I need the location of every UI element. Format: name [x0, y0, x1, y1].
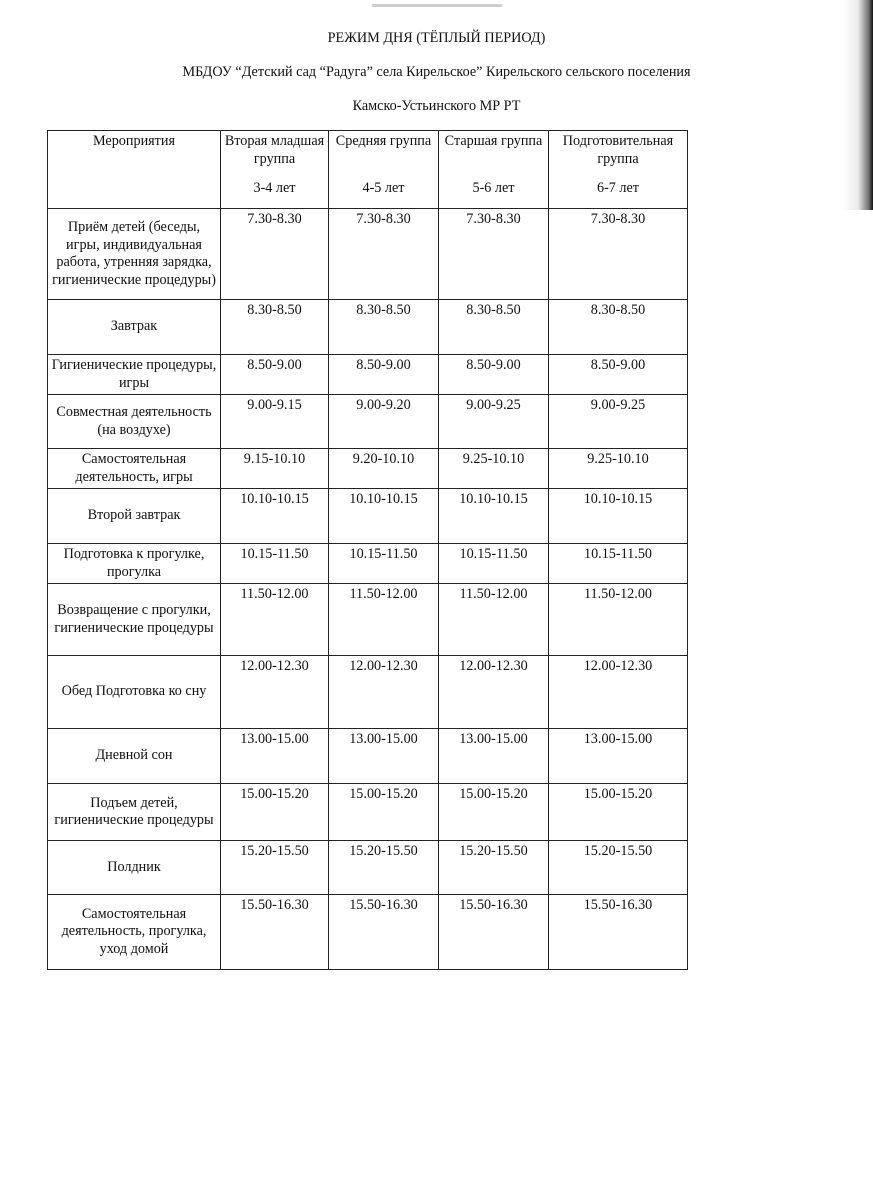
activity-cell: Гигиенические процедуры, игры — [48, 355, 221, 395]
time-cell: 15.00-15.20 — [439, 784, 549, 841]
time-cell: 7.30-8.30 — [329, 209, 439, 300]
time-cell: 15.50-16.30 — [329, 895, 439, 970]
time-cell: 9.25-10.10 — [549, 449, 688, 489]
group-name: Подготовительная группа — [562, 133, 674, 167]
time-cell: 9.00-9.25 — [549, 395, 688, 449]
activity-cell: Возвращение с прогулки, гигиенические процедуры — [48, 584, 221, 656]
time-cell: 11.50-12.00 — [549, 584, 688, 656]
table-row — [48, 584, 688, 656]
document-subtitle: МБДОУ “Детский сад “Радуга” села Кирельское” Кирельского сельского поселения — [182, 64, 691, 80]
time-cell: 8.50-9.00 — [329, 355, 439, 395]
table-row — [48, 489, 688, 544]
table-row — [48, 729, 688, 784]
time-cell: 11.50-12.00 — [329, 584, 439, 656]
time-cell: 9.00-9.15 — [221, 395, 329, 449]
time-cell: 12.00-12.30 — [439, 656, 549, 729]
activity-cell: Подъем детей, гигиенические процедуры — [48, 784, 221, 841]
time-cell: 7.30-8.30 — [439, 209, 549, 300]
time-cell: 8.30-8.50 — [221, 300, 329, 355]
header-activities: Мероприятия — [48, 131, 221, 209]
time-cell: 10.10-10.15 — [329, 489, 439, 544]
time-cell: 8.50-9.00 — [439, 355, 549, 395]
time-cell: 15.00-15.20 — [221, 784, 329, 841]
time-cell: 10.10-10.15 — [549, 489, 688, 544]
document-region: Камско-Устьинского МР РТ — [352, 98, 521, 114]
group-ages: 4-5 лет — [362, 179, 405, 196]
table-row — [48, 841, 688, 895]
table-row — [48, 300, 688, 355]
time-cell: 15.50-16.30 — [439, 895, 549, 970]
table-header-row — [48, 131, 688, 209]
time-cell: 8.30-8.50 — [439, 300, 549, 355]
daily-schedule-table — [47, 130, 688, 970]
time-cell: 9.20-10.10 — [329, 449, 439, 489]
time-cell: 13.00-15.00 — [549, 729, 688, 784]
group-ages: 6-7 лет — [596, 179, 640, 196]
time-cell: 8.30-8.50 — [549, 300, 688, 355]
time-cell: 12.00-12.30 — [549, 656, 688, 729]
group-name: Старшая группа — [444, 133, 543, 149]
table-row — [48, 395, 688, 449]
time-cell: 10.10-10.15 — [221, 489, 329, 544]
time-cell: 15.20-15.50 — [439, 841, 549, 895]
time-cell: 8.50-9.00 — [221, 355, 329, 395]
table-row — [48, 355, 688, 395]
activity-cell: Завтрак — [48, 300, 221, 355]
time-cell: 10.15-11.50 — [329, 544, 439, 584]
time-cell: 12.00-12.30 — [329, 656, 439, 729]
time-cell: 13.00-15.00 — [221, 729, 329, 784]
time-cell: 9.00-9.20 — [329, 395, 439, 449]
time-cell: 10.10-10.15 — [439, 489, 549, 544]
group-name: Средняя группа — [335, 133, 432, 149]
time-cell: 15.00-15.20 — [549, 784, 688, 841]
time-cell: 8.30-8.50 — [329, 300, 439, 355]
time-cell: 10.15-11.50 — [549, 544, 688, 584]
time-cell: 10.15-11.50 — [221, 544, 329, 584]
time-cell: 15.00-15.20 — [329, 784, 439, 841]
group-ages: 5-6 лет — [472, 179, 515, 196]
document-title: РЕЖИМ ДНЯ (ТЁПЛЫЙ ПЕРИОД) — [327, 30, 546, 46]
header-group-senior — [439, 131, 549, 209]
activity-cell: Обед Подготовка ко сну — [48, 656, 221, 729]
table-row — [48, 544, 688, 584]
table-row — [48, 895, 688, 970]
time-cell: 9.25-10.10 — [439, 449, 549, 489]
time-cell: 10.15-11.50 — [439, 544, 549, 584]
table-row — [48, 209, 688, 300]
time-cell: 9.00-9.25 — [439, 395, 549, 449]
header-group-junior-2 — [221, 131, 329, 209]
time-cell: 15.50-16.30 — [549, 895, 688, 970]
header-group-middle — [329, 131, 439, 209]
time-cell: 15.20-15.50 — [549, 841, 688, 895]
activity-cell: Самостоятельная деятельность, игры — [48, 449, 221, 489]
time-cell: 11.50-12.00 — [439, 584, 549, 656]
group-name: Вторая младшая группа — [224, 133, 325, 167]
time-cell: 13.00-15.00 — [439, 729, 549, 784]
time-cell: 8.50-9.00 — [549, 355, 688, 395]
activity-cell: Полдник — [48, 841, 221, 895]
activity-cell: Подготовка к прогулке, прогулка — [48, 544, 221, 584]
activity-cell: Приём детей (беседы, игры, индивидуальная работа, утренняя зарядка, гигиенические процедуры) — [48, 209, 221, 300]
time-cell: 12.00-12.30 — [221, 656, 329, 729]
activity-cell: Дневной сон — [48, 729, 221, 784]
time-cell: 7.30-8.30 — [221, 209, 329, 300]
time-cell: 13.00-15.00 — [329, 729, 439, 784]
activity-cell: Второй завтрак — [48, 489, 221, 544]
scan-artifact — [372, 4, 502, 7]
header-group-preparatory — [549, 131, 688, 209]
activity-cell: Самостоятельная деятельность, прогулка, уход домой — [48, 895, 221, 970]
activity-cell: Совместная деятельность (на воздухе) — [48, 395, 221, 449]
table-row — [48, 656, 688, 729]
time-cell: 15.20-15.50 — [329, 841, 439, 895]
time-cell: 7.30-8.30 — [549, 209, 688, 300]
table-row — [48, 449, 688, 489]
time-cell: 9.15-10.10 — [221, 449, 329, 489]
group-ages: 3-4 лет — [253, 179, 296, 196]
table-row — [48, 784, 688, 841]
time-cell: 11.50-12.00 — [221, 584, 329, 656]
time-cell: 15.20-15.50 — [221, 841, 329, 895]
time-cell: 15.50-16.30 — [221, 895, 329, 970]
